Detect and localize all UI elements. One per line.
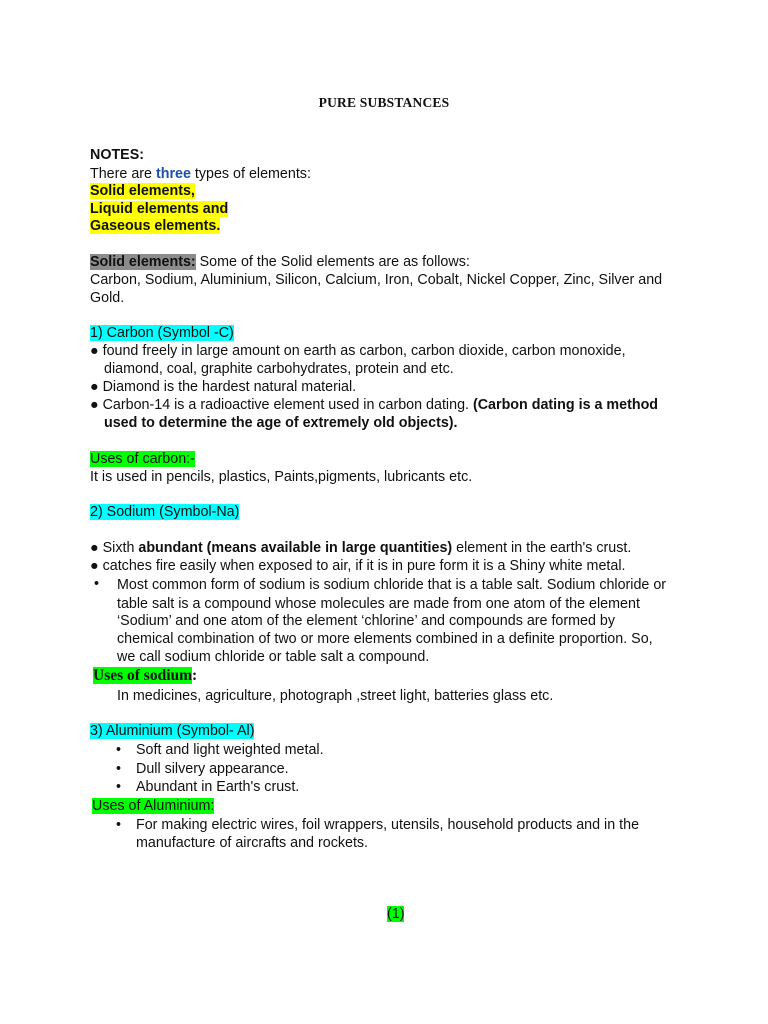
solid-intro (90, 253, 470, 271)
sodium-uses-heading (93, 667, 197, 685)
notes-type-liquid (90, 200, 228, 218)
carbon-uses-heading (90, 450, 195, 468)
sodium-heading (90, 503, 239, 521)
aluminium-bullet-3-marker: • (116, 779, 122, 795)
notes-intro (90, 165, 311, 183)
aluminium-heading-text: 3) Aluminium (Symbol- Al) (90, 723, 255, 739)
page-title: PURE SUBSTANCES (318, 95, 450, 110)
notes-type-gaseous-text: Gaseous elements. (90, 218, 221, 234)
carbon-heading (90, 324, 234, 342)
sodium-bullet-3-line-2: table salt is a compound whose molecules are made from one atom of the element (117, 596, 640, 612)
sodium-bullet-3-line-5: we call sodium chloride or table salt a compound. (117, 649, 430, 665)
sodium-bullet-3-line-1: Most common form of sodium is sodium chloride that is a table salt. Sodium chloride or (117, 577, 667, 593)
aluminium-bullet-1-marker: • (116, 742, 122, 758)
carbon-bullet-3-text: ● Carbon-14 is a radioactive element used in carbon dating. (90, 397, 473, 413)
carbon-bullet-3 (90, 396, 658, 414)
notes-type-gaseous (90, 217, 220, 235)
aluminium-uses-line-1: For making electric wires, foil wrappers, utensils, household products and in the (136, 817, 640, 833)
solid-intro-text: Some of the Solid elements are as follows: (195, 254, 470, 270)
aluminium-uses-line-2: manufacture of aircrafts and rockets. (136, 835, 369, 851)
notes-heading: NOTES: (90, 147, 145, 163)
page-number-text: (1) (387, 906, 405, 922)
solid-list-line-2: Gold. (90, 290, 125, 306)
carbon-bullet-3-line-2: used to determine the age of extremely old objects). (104, 415, 458, 431)
notes-type-solid-text: Solid elements, (90, 183, 195, 199)
sodium-bullet-1-pre: ● Sixth (90, 540, 139, 556)
sodium-bullet-3-marker: • (94, 576, 100, 592)
page-number (387, 905, 404, 923)
sodium-uses-colon: : (192, 667, 198, 684)
sodium-uses-text: In medicines, agriculture, photograph ,street light, batteries glass etc. (117, 688, 554, 704)
aluminium-bullet-1: Soft and light weighted metal. (136, 742, 324, 758)
sodium-bullet-3-line-3: ‘Sodium’ and one atom of the element ‘chlorine’ and compounds are formed by (117, 613, 616, 629)
aluminium-heading (90, 722, 254, 740)
sodium-bullet-1-bold: abundant (means available in large quantities) (138, 540, 453, 556)
aluminium-uses-marker: • (116, 817, 122, 833)
sodium-heading-text: 2) Sodium (Symbol-Na) (90, 504, 240, 520)
notes-type-liquid-text: Liquid elements and (90, 201, 229, 217)
sodium-bullet-1 (90, 539, 631, 557)
sodium-uses-heading-text: Uses of sodium (93, 667, 193, 684)
carbon-bullet-2: ● Diamond is the hardest natural material. (90, 379, 357, 395)
aluminium-bullet-3: Abundant in Earth's crust. (136, 779, 300, 795)
aluminium-bullet-2-marker: • (116, 761, 122, 777)
sodium-bullet-2: ● catches fire easily when exposed to air, if it is in pure form it is a Shiny white metal. (90, 558, 626, 574)
carbon-bullet-1-line-2: diamond, coal, graphite carbohydrates, protein and etc. (104, 361, 454, 377)
notes-intro-pre: There are (90, 166, 156, 182)
sodium-bullet-1-post: element in the earth's crust. (452, 540, 632, 556)
notes-intro-post: types of elements: (190, 166, 311, 182)
carbon-heading-text: 1) Carbon (Symbol -C) (90, 325, 234, 341)
carbon-uses-heading-text: Uses of carbon:- (90, 451, 195, 467)
aluminium-bullet-2: Dull silvery appearance. (136, 761, 289, 777)
carbon-uses-text: It is used in pencils, plastics, Paints,pigments, lubricants etc. (90, 469, 473, 485)
notes-type-solid (90, 182, 195, 200)
carbon-bullet-3-bold: (Carbon dating is a method (472, 397, 659, 413)
carbon-bullet-1-line-1: ● found freely in large amount on earth as carbon, carbon dioxide, carbon monoxide, (90, 343, 626, 359)
aluminium-uses-heading (92, 797, 214, 815)
sodium-bullet-3-line-4: chemical combination of two or more elements combined in a definite proportion. So, (117, 631, 653, 647)
solid-list-line-1: Carbon, Sodium, Aluminium, Silicon, Calcium, Iron, Cobalt, Nickel Copper, Zinc, Silver and (90, 272, 663, 288)
solid-label: Solid elements: (90, 254, 196, 270)
aluminium-uses-heading-text: Uses of Aluminium: (92, 798, 215, 814)
notes-intro-emphasis: three (155, 166, 191, 182)
